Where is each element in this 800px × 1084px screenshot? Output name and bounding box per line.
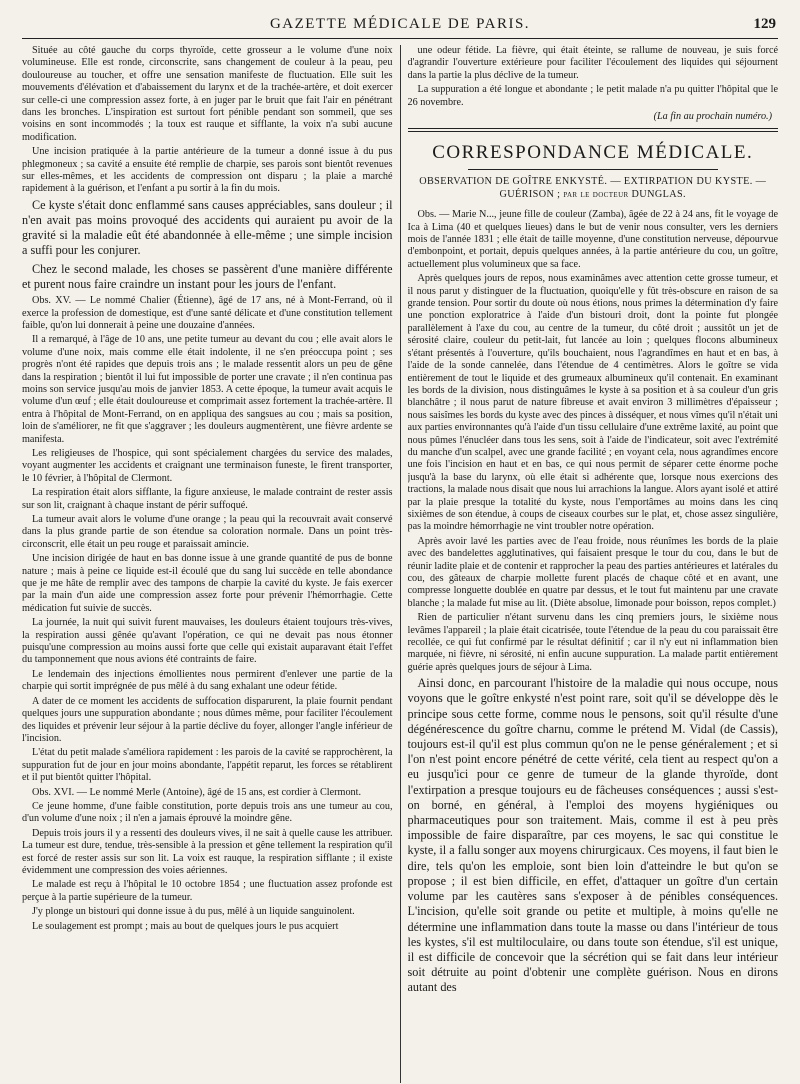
section-title: CORRESPONDANCE MÉDICALE. bbox=[432, 142, 754, 164]
paragraph: Chez le second malade, les choses se passèrent d'une manière différente et purent nous faire craindre un instant pour les jours de l'enfant. bbox=[22, 261, 393, 291]
section-rule bbox=[468, 169, 719, 170]
paragraph: Obs. — Marie N..., jeune fille de couleur (Zamba), âgée de 22 à 24 ans, fit le voyage de Ica à Lima (40 et quelques lieues) dans le but de venir nous consulter, vers les derniers mois de l'année 1831 ; elle était de taille moyenne, d'une constitution nerveuse, dépourvue d'embonpoint, et portait, depuis quelques années, à la partie antérieure du cou, un goître, actuellement plus volumineux que sa face. bbox=[407, 209, 778, 270]
observation-title-line: OBSERVATION DE GOÎTRE ENKYSTÉ. — EXTIRPATION DU KYSTE. — bbox=[419, 176, 767, 188]
observation-title bbox=[408, 176, 779, 201]
paragraph: La journée, la nuit qui suivit furent mauvaises, les douleurs étaient toujours très-vives, la respiration aussi gênée qu'avant l'opération, ce qui ne devait pas nous étonner puisqu'une compression au moins aussi forte que celle qui existait auparavant était l'effet du tamponnement que nous avions été contraints de faire. bbox=[22, 617, 393, 666]
paragraph: Après quelques jours de repos, nous examinâmes avec attention cette grosse tumeur, et il nous parut y distinguer de la fluctuation, quoiqu'elle y fût très-obscure en raison de sa grande tension. Pour sortir du doute où nous étions, nous primes la détermination d'y faire une ponction exploratrice à l'aide d'un bistouri droit, dont la pointe fut plongée parallèlement à l'axe du cou, au centre de la tumeur, du côté droit ; aussitôt un jet de sérosité claire, couleur du petit-lait, fut lancée au loin ; quelques flocons albumineux s'étant présentés à l'ouverture, qu'ils bouchaient, nous l'agrandîmes en haut et en bas, à l'aide de la sonde cannelée, dans l'étendue de 4 centimètres. Alors le goître se vida entièrement de tout le liquide et des grumeaux albumineux qu'il contenait. En examinant les bords de la division, nous distinguâmes le kyste à sa position et à sa couleur d'un gris blanchâtre ; il nous parut de nature fibreuse et avait environ 3 millimètres d'épaisseur ; nous saisîmes les bords du kyste avec des pinces à disséquer, et nous vîmes qu'il n'était uni aux parties environnantes qu'à l'aide d'un tissu cellulaire d'une extrême laxité, au point que nous pûmes l'énucléer dans tous les sens, soit à l'aide de l'indicateur, soit avec l'extrémité du manche d'un scalpel, avec une grande facilité ; en voyant cela, nous agrandîmes encore une fois l'incision en haut et en bas, ce qui nous permit de séparer cette énorme poche jusqu'à la base du larynx, où elle était si adhérente que, lorsque nous exercions des tractions, la malade nous disait que nous lui arrachions la langue. Alors ayant isolé et attiré par la plaie presque la totalité du kyste, nous l'emportâmes au moins dans les cinq sixièmes de son étendue, à coups de ciseaux courbes sur le plat, et, chose assez singulière, pas la moindre hémorrhagie ne vint troubler notre opération. bbox=[407, 273, 778, 533]
paragraph: Une incision dirigée de haut en bas donne issue à une grande quantité de pus de bonne nature ; mais à peine ce liquide est-il écoulé que du sang lui succède en telle abondance que je me hâte de remplir avec des tampons de charpie la cavité du kyste. Je fais exercer par la main d'un aide une compression assez forte pour prévenir l'hémorrhagie. Cette médication fut suivie de succès. bbox=[22, 553, 393, 614]
paragraph: Les religieuses de l'hospice, qui sont spécialement chargées du service des malades, voyant augmenter les accidents et craignant une terminaison funeste, le firent transporter, le 10 février, à l'hôpital de Clermont. bbox=[22, 447, 393, 484]
paragraph: Ce jeune homme, d'une faible constitution, porte depuis trois ans une tumeur au cou, d'un volume d'une noix ; il n'en a jamais éprouvé la moindre gêne. bbox=[22, 800, 393, 825]
paragraph: Située au côté gauche du corps thyroïde, cette grosseur a le volume d'une noix volumineuse. Elle est ronde, circonscrite, sans changement de couleur à la peau, peu douloureuse au toucher, et offre une sensation manifeste de fluctuation. Elle suit les mouvements d'élévation et d'abaissement du larynx et de la trachée-artère, et doit exercer sur celle-ci une compression assez forte, à en juger par le bruit que fait l'air en pénétrant dans les bronches. L'inspiration est surtout fort pénible pendant son sommeil, que ses voisins en sont incommodés ; la toux est rauque et sifflante, la voix n'a subi aucune modification. bbox=[22, 45, 393, 143]
paragraph: A dater de ce moment les accidents de suffocation disparurent, la plaie fournit pendant quelques jours une suppuration abondante ; nous dûmes même, pour faciliter l'écoulement des liquides et prévenir leur séjour à la partie déclive du foyer, allonger l'angle inférieur de l'incision. bbox=[22, 695, 393, 744]
paragraph: une odeur fétide. La fièvre, qui était éteinte, se rallume de nouveau, je suis forcé d'agrandir l'ouverture extérieure pour faciliter l'écoulement des liquides qui séjournent dans la partie la plus déclive de la tumeur. bbox=[407, 45, 778, 81]
paragraph: Le malade est reçu à l'hôpital le 10 octobre 1854 ; une fluctuation assez profonde est perçue à la partie supérieure de la tumeur. bbox=[22, 879, 393, 903]
page-number: 129 bbox=[753, 16, 776, 32]
paragraph: L'état du petit malade s'améliora rapidement : les parois de la cavité se rapprochèrent, la suppuration fut de jour en jour moins abondante, l'appétit reparut, les forces se rétablirent et il put bientôt quitter l'hôpital. bbox=[22, 747, 393, 784]
column-divider bbox=[400, 45, 401, 1083]
paragraph: Le soulagement est prompt ; mais au bout de quelques jours le pus acquiert bbox=[32, 920, 339, 932]
paragraph: La respiration était alors sifflante, la figure anxieuse, le malade contraint de rester assis sur son lit, craignant à chaque instant de périr suffoqué. bbox=[22, 487, 393, 511]
left-column bbox=[22, 45, 393, 1083]
continuation-note: (La fin au prochain numéro.) bbox=[653, 111, 772, 123]
right-column bbox=[408, 45, 779, 1083]
paragraph: La suppuration a été longue et abondante ; le petit malade n'a pu quitter l'hôpital que le 26 novembre. bbox=[407, 84, 778, 108]
paragraph: La tumeur avait alors le volume d'une orange ; la peau qui la recouvrait avait conservé dans la plus grande partie de son étendue sa coloration normale. Dans un point très-circonscrit, elle était un peu rouge et paraissait amincie. bbox=[22, 514, 393, 550]
paragraph: Ce kyste s'était donc enflammé sans causes appréciables, sans douleur ; il n'en avait pas moins provoqué des accidents qui auraient pu avoir de la gravité si la maladie eût été abandonnée à elle-même ; une simple incision a suffi pour les conjurer. bbox=[22, 197, 393, 258]
paragraph: Le lendemain des injections émollientes nous permirent d'enlever une partie de la charpie qui sortit imprégnée de pus mêlé à du sang exhalant une odeur fétide. bbox=[22, 668, 393, 693]
paragraph: Une incision pratiquée à la partie antérieure de la tumeur a donné issue à du pus phlegmoneux ; sa cavité a ensuite été remplie de charpie, ses parois sont bientôt revenues sur elles-mêmes, et les accidents de compression ont disparu ; la plaie a marché rapidement à la guérison, et l'enfant a pu sortir à la fin du mois. bbox=[22, 146, 393, 195]
double-rule bbox=[408, 128, 779, 132]
journal-title: GAZETTE MÉDICALE DE PARIS. bbox=[269, 16, 531, 32]
paragraph: Depuis trois jours il y a ressenti des douleurs vives, il ne sait à quelle cause les attribuer. La tumeur est dure, tendue, très-sensible à la pression et gêne tellement la respiration qu'il est forcé de rester assis sur son lit. La voix est rauque, la respiration sifflante ; il existe évidemment une compression des voies aériennes. bbox=[22, 827, 393, 876]
paragraph: Ainsi donc, en parcourant l'histoire de la maladie qui nous occupe, nous voyons que le goître enkysté n'est point rare, soit qu'il se développe dès le principe sous cette forme, comme nous le pensons, soit qu'il résulte d'une dégénérescence du goître charnu, comme le prétend M. Vidal (de Cassis), toujours est-il qu'il est plus commun qu'on ne le pense généralement ; et si l'on n'est point encore pénétré de cette vérité, cela tient au respect qu'on a eu jusqu'ici pour ce genre de tumeur de la glande thyroïde, dont l'extirpation a presque toujours eu de fâcheuses conséquences ; aussi s'est-on borné, en général, à l'emploi des moyens hygiéniques ou pharmaceutiques pour son traitement. Mais, comme il est à peu près impossible de faire disparaître, par ces moyens, le sac qui constitue le kyste, il a fallu songer aux moyens chirurgicaux. Ces moyens, il faut bien le dire, tels qu'on les emploie, sont bien loin d'atteindre le but qu'on se propose ; il est bien difficile, en effet, d'attaquer un goître d'un certain volume par les cautères sans s'exposer à de pénibles conséquences. L'incision, qu'elle soit grande ou petite et multiple, à moins qu'elle ne détermine une inflammation dans toute la masse ou dans l'intérieur de tous les kystes, s'il est multiloculaire, ou dans toute son étendue, s'il est unique, il est difficile de concevoir que la sécrétion qui se fait dans leur intérieur soit détruite au point d'obtenir une complète guérison. Nous en dirons autant des bbox=[407, 676, 778, 995]
paragraph: Rien de particulier n'étant survenu dans les cinq premiers jours, le sixième nous levâmes l'appareil ; la plaie était cicatrisée, toute l'étendue de la peau du cou paraissait être recollée, ce qui fut confirmé par le résultat définitif ; car il n'y eut ni inflammation bien marquée, ni fièvre, ni sérosité, ni enfin aucune suppuration. La malade partit entièrement guérie après quelques jours de séjour à Lima. bbox=[407, 612, 778, 673]
columns bbox=[22, 45, 778, 1083]
observation-title-line: GUÉRISON ; par le docteur DUNGLAS. bbox=[499, 188, 686, 200]
paragraph: Obs. XVI. — Le nommé Merle (Antoine), âgé de 15 ans, est cordier à Clermont. bbox=[32, 786, 362, 798]
paragraph: Il a remarqué, à l'âge de 10 ans, une petite tumeur au devant du cou ; elle avait alors le volume d'une noix, mais comme elle était indolente, il ne s'en préoccupa point ; ses progrès n'ont été rapides que depuis trois ans ; le malade ressentit alors un peu de gêne dans la respiration ; bientôt il lui fut impossible de porter une cravate ; il n'en continua pas moins son service jusqu'au mois de janvier 1853. A cette époque, la tumeur avait acquis le volume d'un œuf ; elle était douloureuse et comprimait assez fortement la trachée-artère. Il entra à l'hôpital de Mont-Ferrand, on en appliqua des sangsues au cou ; mais sa position, loin de s'améliorer, ne fit que s'aggraver ; les douleurs augmentèrent, une fièvre ardente se manifesta. bbox=[22, 334, 393, 445]
paragraph: Après avoir lavé les parties avec de l'eau froide, nous réunîmes les bords de la plaie avec des bandelettes agglutinatives, qui faisaient presque le tour du cou, dans le but de réunir ladite plaie et de contenir et rapprocher la peau des parties antérieures et latérales du cou, des gâteaux de charpie mollette furent placés de chaque côté et en avant, une compresse longuette doublée en quatre par dessus, et le tout fut maintenu par une cravate blanche ; la malade fut mise au lit. (Diète absolue, limonade pour boisson, repos complet.) bbox=[407, 535, 778, 609]
page-header bbox=[22, 12, 778, 39]
paragraph: Obs. XV. — Le nommé Chalier (Étienne), âgé de 17 ans, né à Mont-Ferrand, où il exerce la profession de domestique, est d'une santé délicate et d'une constitution tellement faible, qu'on lui donnerait à peine une douzaine d'années. bbox=[22, 295, 393, 331]
paragraph: J'y plonge un bistouri qui donne issue à du pus, mêlé à un liquide sanguinolent. bbox=[32, 906, 355, 918]
